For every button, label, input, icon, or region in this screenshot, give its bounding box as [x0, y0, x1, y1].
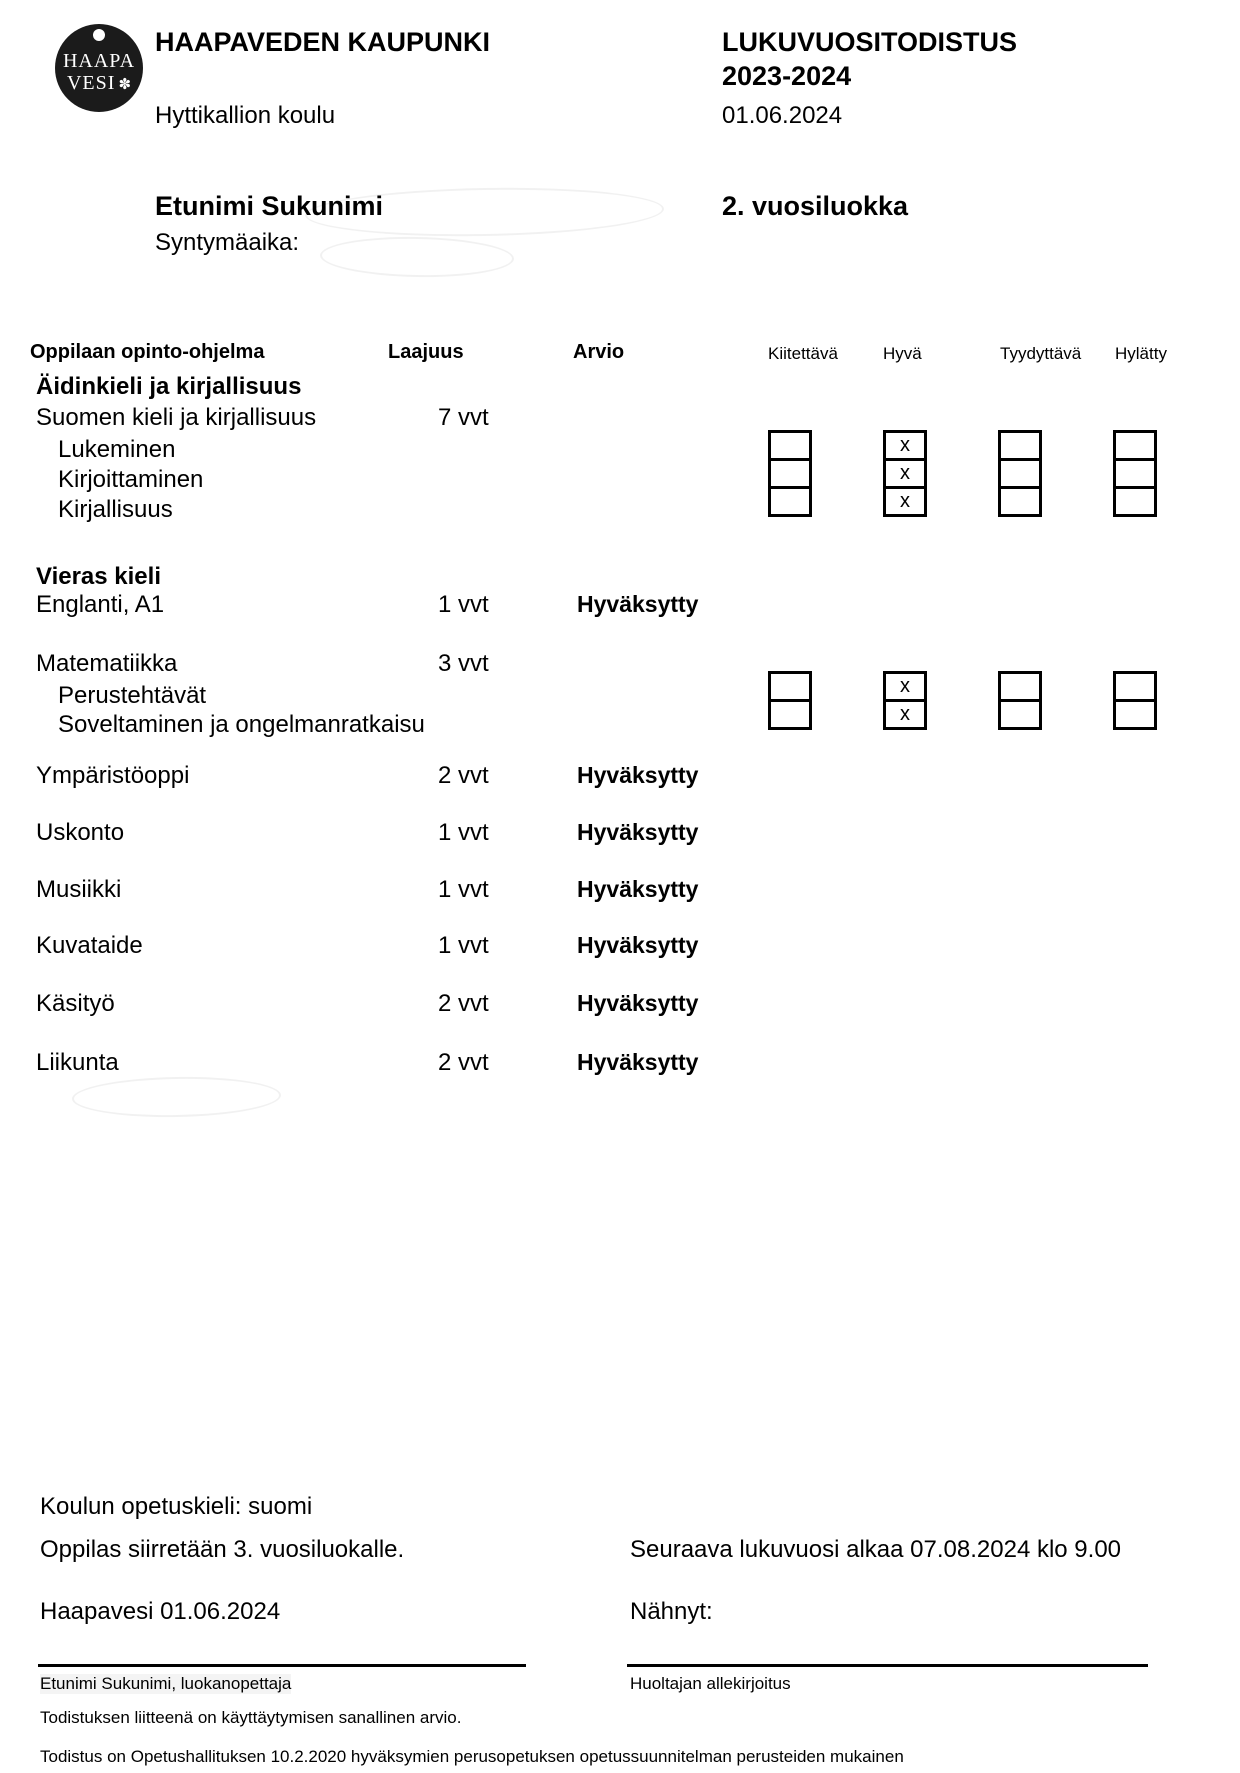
scale-header-hyva: Hyvä: [883, 344, 922, 363]
assessment-value: Hyväksytty: [577, 1049, 699, 1075]
promotion-statement: Oppilas siirretään 3. vuosiluokalle.: [40, 1536, 405, 1563]
table-row: [0, 682, 1240, 712]
logo-text: [55, 50, 143, 96]
place-and-date: Haapavesi 01.06.2024: [40, 1598, 281, 1625]
checkbox-empty: [1113, 699, 1157, 730]
checkbox-empty: [768, 699, 812, 730]
table-row: [0, 932, 1240, 962]
table-row: [0, 876, 1240, 906]
curriculum-note: Todistus on Opetushallituksen 10.2.2020 hyväksymien perusopetuksen opetussuunnitelman perusteiden mukainen: [40, 1747, 904, 1766]
erased-region: [320, 235, 515, 278]
column-header-assessment: Arvio: [573, 341, 625, 363]
table-row: [0, 373, 1240, 403]
assessment-value: Hyväksytty: [577, 876, 699, 902]
checkbox-checked: x: [883, 699, 927, 730]
subskill-label: Lukeminen: [58, 436, 176, 463]
assessment-value: Hyväksytty: [577, 591, 699, 617]
checkbox-empty: [768, 486, 812, 517]
subject-label: Käsityö: [36, 990, 115, 1017]
document-date: 01.06.2024: [722, 102, 843, 129]
checkbox-empty: [1113, 486, 1157, 517]
scale-header-hylatty: Hylätty: [1115, 344, 1167, 363]
haapavesi-logo: [55, 24, 143, 112]
subskill-label: Soveltaminen ja ongelmanratkaisu: [58, 711, 425, 738]
table-row: [0, 466, 1240, 496]
subject-label: Ympäristöoppi: [36, 762, 190, 789]
grade-level: 2. vuosiluokka: [722, 191, 909, 221]
checkbox-column-hylatty: [1113, 671, 1157, 730]
scope-value: 1 vvt: [438, 819, 489, 846]
scale-header-kiitettava: Kiitettävä: [768, 344, 838, 363]
subskill-label: Kirjallisuus: [58, 496, 173, 523]
checkbox-empty: [768, 430, 812, 461]
checkbox-empty: [768, 458, 812, 489]
checkbox-checked: x: [883, 671, 927, 702]
erased-region: [72, 1075, 282, 1119]
student-name: Etunimi Sukunimi: [155, 191, 384, 221]
scale-header-tyydyttava: Tyydyttävä: [1000, 344, 1082, 363]
checkbox-column-hyva: [883, 430, 927, 517]
checkbox-empty: [998, 671, 1042, 702]
assessment-value: Hyväksytty: [577, 819, 699, 845]
subject-label: Matematiikka: [36, 650, 178, 677]
checkbox-empty: [998, 486, 1042, 517]
checkbox-empty: [1113, 671, 1157, 702]
checkbox-column-kiitettava: [768, 671, 812, 730]
scope-value: 3 vvt: [438, 650, 489, 677]
school-language: Koulun opetuskieli: suomi: [40, 1493, 313, 1520]
checkbox-empty: [998, 699, 1042, 730]
table-row: [0, 496, 1240, 526]
teacher-signature-line: [38, 1664, 526, 1667]
school-name: Hyttikallion koulu: [155, 102, 336, 129]
table-row: [0, 1049, 1240, 1079]
checkbox-empty: [998, 458, 1042, 489]
checkbox-checked: x: [883, 486, 927, 517]
logo-line1: HAAPA: [62, 50, 136, 72]
scope-value: 2 vvt: [438, 990, 489, 1017]
subject-label: Uskonto: [36, 819, 125, 846]
assessment-value: Hyväksytty: [577, 932, 699, 958]
column-header-program: Oppilaan opinto-ohjelma: [30, 341, 265, 363]
scope-value: 1 vvt: [438, 876, 489, 903]
checkbox-checked: x: [883, 430, 927, 461]
table-row: [0, 990, 1240, 1020]
checkbox-checked: x: [883, 458, 927, 489]
birthdate-label: Syntymäaika:: [155, 229, 300, 256]
scope-value: 1 vvt: [438, 591, 489, 618]
next-school-year: Seuraava lukuvuosi alkaa 07.08.2024 klo 9.00: [630, 1536, 1122, 1563]
column-header-scope: Laajuus: [388, 341, 464, 363]
subject-group-label: Vieras kieli: [36, 563, 161, 590]
checkbox-column-tyydyttava: [998, 430, 1042, 517]
checkbox-empty: [768, 671, 812, 702]
subject-label: Musiikki: [36, 876, 122, 903]
table-row: [0, 711, 1240, 741]
scope-value: 1 vvt: [438, 932, 489, 959]
municipality-title: HAAPAVEDEN KAUPUNKI: [155, 27, 491, 57]
assessment-value: Hyväksytty: [577, 762, 699, 788]
checkbox-empty: [998, 430, 1042, 461]
table-row: [0, 591, 1240, 621]
checkbox-column-hylatty: [1113, 430, 1157, 517]
guardian-signature-line: [627, 1664, 1148, 1667]
flower-icon: ✽: [118, 77, 132, 93]
table-row: [0, 404, 1240, 434]
table-row: [0, 819, 1240, 849]
subject-label: Liikunta: [36, 1049, 119, 1076]
checkbox-column-hyva: [883, 671, 927, 730]
checkbox-column-kiitettava: [768, 430, 812, 517]
seen-label: Nähnyt:: [630, 1598, 713, 1625]
table-row: [0, 436, 1240, 466]
logo-tag-hole: [93, 29, 105, 41]
document-title: LUKUVUOSITODISTUS: [722, 27, 1018, 57]
table-row: [0, 762, 1240, 792]
guardian-signature-caption: Huoltajan allekirjoitus: [630, 1674, 791, 1693]
logo-line2: VESI: [66, 72, 116, 94]
subskill-label: Perustehtävät: [58, 682, 207, 709]
scope-value: 2 vvt: [438, 762, 489, 789]
subject-label: Suomen kieli ja kirjallisuus: [36, 404, 317, 431]
table-row: [0, 563, 1240, 593]
school-year: 2023-2024: [722, 61, 852, 91]
subject-group-label: Äidinkieli ja kirjallisuus: [36, 373, 302, 400]
behaviour-note: Todistuksen liitteenä on käyttäytymisen sanallinen arvio.: [40, 1708, 462, 1727]
checkbox-empty: [1113, 458, 1157, 489]
assessment-value: Hyväksytty: [577, 990, 699, 1016]
table-row: [0, 650, 1240, 680]
subject-label: Englanti, A1: [36, 591, 165, 618]
checkbox-empty: [1113, 430, 1157, 461]
subskill-label: Kirjoittaminen: [58, 466, 204, 493]
checkbox-column-tyydyttava: [998, 671, 1042, 730]
teacher-signature-caption: Etunimi Sukunimi, luokanopettaja: [40, 1674, 292, 1693]
subject-label: Kuvataide: [36, 932, 143, 959]
scope-value: 7 vvt: [438, 404, 489, 431]
scope-value: 2 vvt: [438, 1049, 489, 1076]
